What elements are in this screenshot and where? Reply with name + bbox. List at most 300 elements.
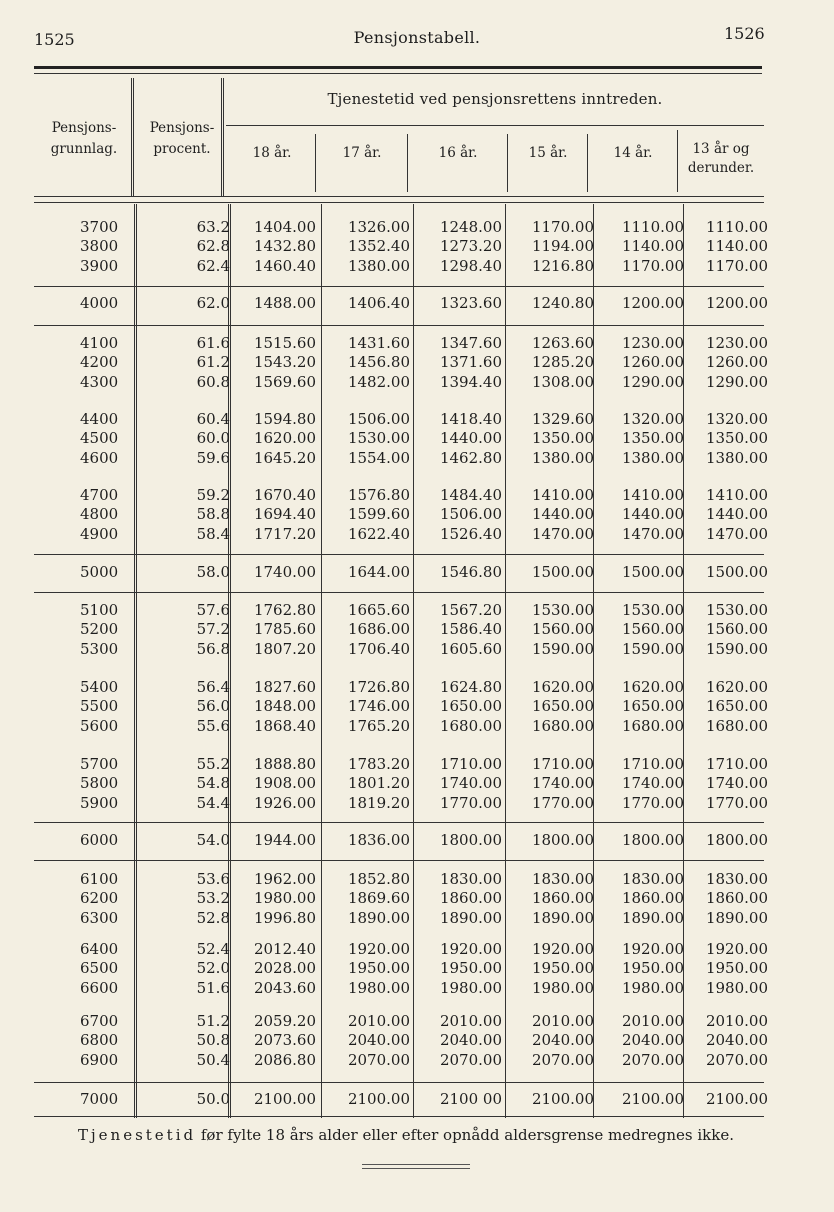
cell-13: 1320.00: [705, 410, 768, 428]
cell-grunnlag: 3700: [80, 218, 119, 236]
procent-header: Pensjons- procent.: [149, 120, 215, 157]
cell-13: 1110.00: [705, 218, 768, 236]
cell-18: 1785.60: [253, 620, 316, 639]
cell-15: 1329.60: [531, 410, 594, 428]
cell-16: 1484.40: [439, 486, 502, 504]
cell-18: 1717.20: [253, 524, 316, 543]
row-group: [34, 218, 768, 276]
group-rule: [34, 860, 764, 861]
cell-14: 2100.00: [621, 1090, 684, 1108]
cell-17: 1765.20: [347, 716, 410, 735]
table-row: [34, 256, 768, 276]
cell-13: 1950.00: [705, 959, 768, 978]
cell-14: 1830.00: [621, 870, 684, 888]
cell-procent: 50.8: [196, 1031, 230, 1050]
col-divider: [315, 134, 316, 192]
table-row: [34, 940, 768, 959]
cell-16: 1650.00: [439, 697, 502, 716]
cell-18: 1980.00: [253, 889, 316, 908]
year-header: 18 år.: [252, 145, 292, 161]
cell-14: 2010.00: [621, 1012, 684, 1030]
cell-17: 1819.20: [347, 793, 410, 812]
cell-15: 2100.00: [531, 1090, 594, 1108]
cell-13: 2070.00: [705, 1050, 768, 1069]
cell-grunnlag: 5700: [80, 755, 119, 773]
cell-16: 1860.00: [439, 889, 502, 908]
cell-14: 1410.00: [621, 486, 684, 504]
cell-17: 1530.00: [347, 429, 410, 448]
cell-13: 1350.00: [705, 429, 768, 448]
cell-14: 1530.00: [621, 601, 684, 619]
cell-procent: 54.8: [196, 774, 230, 793]
cell-13: 1590.00: [705, 639, 768, 658]
cell-13: 1530.00: [705, 601, 768, 619]
cell-14: 1440.00: [621, 505, 684, 524]
header-rule-2: [34, 202, 764, 203]
cell-13: 1830.00: [705, 870, 768, 888]
cell-procent: 53.2: [196, 889, 230, 908]
cell-14: 1380.00: [621, 448, 684, 467]
table-row: [34, 755, 768, 774]
cell-16: 1347.60: [439, 334, 502, 352]
cell-17: 1622.40: [347, 524, 410, 543]
cell-procent: 58.4: [196, 524, 230, 543]
cell-18: 1569.60: [253, 372, 316, 391]
cell-14: 1860.00: [621, 889, 684, 908]
cell-18: 1620.00: [253, 429, 316, 448]
cell-17: 1920.00: [347, 940, 410, 958]
cell-18: 1996.80: [253, 908, 316, 927]
cell-procent: 61.2: [196, 353, 230, 372]
cell-16: 1462.80: [439, 448, 502, 467]
cell-procent: 56.8: [196, 639, 230, 658]
cell-15: 1240.80: [531, 294, 594, 312]
cell-13: 1770.00: [705, 793, 768, 812]
cell-grunnlag: 4700: [80, 486, 119, 504]
cell-15: 1890.00: [531, 908, 594, 927]
cell-15: 1620.00: [531, 678, 594, 696]
cell-17: 1852.80: [347, 870, 410, 888]
cell-16: 1770.00: [439, 793, 502, 812]
cell-15: 1470.00: [531, 524, 594, 543]
cell-16: 1920.00: [439, 940, 502, 958]
cell-16: 1710.00: [439, 755, 502, 773]
cell-15: 1350.00: [531, 429, 594, 448]
cell-14: 1290.00: [621, 372, 684, 391]
cell-grunnlag: 6100: [80, 870, 119, 888]
table-row: [34, 697, 768, 716]
cell-13: 1410.00: [705, 486, 768, 504]
cell-13: 2100.00: [705, 1090, 768, 1108]
cell-17: 1801.20: [347, 774, 410, 793]
cell-15: 1170.00: [531, 218, 594, 236]
cell-13: 1440.00: [705, 505, 768, 524]
cell-13: 1680.00: [705, 716, 768, 735]
cell-15: 2010.00: [531, 1012, 594, 1030]
cell-15: 1740.00: [531, 774, 594, 793]
row-group: [34, 1090, 768, 1109]
cell-procent: 55.6: [196, 716, 230, 735]
cell-13: 1740.00: [705, 774, 768, 793]
cell-18: 2073.60: [253, 1031, 316, 1050]
cell-16: 2070.00: [439, 1050, 502, 1069]
cell-13: 1620.00: [705, 678, 768, 696]
cell-14: 1620.00: [621, 678, 684, 696]
cell-17: 1406.40: [347, 294, 410, 312]
table-row: [34, 563, 768, 582]
table-row: [34, 793, 768, 813]
cell-procent: 60.8: [196, 372, 230, 391]
col-divider: [221, 78, 224, 196]
top-rule-thin: [34, 73, 762, 74]
cell-grunnlag: 4100: [80, 334, 119, 352]
year-header: 17 år.: [342, 145, 382, 161]
cell-17: 1352.40: [347, 237, 410, 256]
cell-14: 2040.00: [621, 1031, 684, 1050]
cell-17: 1431.60: [347, 334, 410, 352]
cell-18: 1645.20: [253, 448, 316, 467]
cell-15: 2040.00: [531, 1031, 594, 1050]
tjenestetid-header: Tjenestetid ved pensjonsrettens inntreden.: [327, 90, 663, 108]
cell-17: 1644.00: [347, 563, 410, 581]
cell-15: 1530.00: [531, 601, 594, 619]
cell-13: 1230.00: [705, 334, 768, 352]
cell-procent: 61.6: [196, 334, 230, 352]
cell-grunnlag: 4500: [80, 429, 119, 448]
cell-procent: 54.4: [196, 793, 230, 812]
table-row: [34, 870, 768, 889]
cell-18: 1670.40: [253, 486, 316, 504]
cell-13: 1380.00: [705, 448, 768, 467]
cell-grunnlag: 6000: [80, 831, 119, 849]
cell-14: 1980.00: [621, 978, 684, 997]
cell-grunnlag: 6700: [80, 1012, 119, 1030]
cell-18: 2043.60: [253, 978, 316, 997]
cell-18: 2100.00: [253, 1090, 316, 1108]
cell-14: 1950.00: [621, 959, 684, 978]
cell-16: 1546.80: [439, 563, 502, 581]
row-group: [34, 563, 768, 582]
cell-16: 1624.80: [439, 678, 502, 696]
cell-grunnlag: 4000: [80, 294, 119, 312]
cell-16: 1950.00: [439, 959, 502, 978]
row-group: [34, 334, 768, 392]
cell-15: 1710.00: [531, 755, 594, 773]
cell-17: 1836.00: [347, 831, 410, 849]
row-group: [34, 870, 768, 928]
cell-16: 2040.00: [439, 1031, 502, 1050]
cell-grunnlag: 5400: [80, 678, 119, 696]
cell-grunnlag: 6500: [80, 959, 119, 978]
cell-17: 2070.00: [347, 1050, 410, 1069]
cell-procent: 62.4: [196, 256, 230, 275]
cell-17: 1506.00: [347, 410, 410, 428]
left-page-number: 1525: [34, 30, 75, 49]
cell-procent: 58.8: [196, 505, 230, 524]
col-divider: [677, 130, 678, 192]
cell-procent: 56.0: [196, 697, 230, 716]
cell-15: 1560.00: [531, 620, 594, 639]
cell-grunnlag: 7000: [80, 1090, 119, 1108]
table-row: [34, 774, 768, 793]
cell-16: 2100 00: [439, 1090, 502, 1108]
cell-grunnlag: 5800: [80, 774, 119, 793]
cell-17: 1665.60: [347, 601, 410, 619]
cell-13: 1800.00: [705, 831, 768, 849]
cell-14: 1200.00: [621, 294, 684, 312]
table-row: [34, 678, 768, 697]
cell-18: 2028.00: [253, 959, 316, 978]
cell-15: 2070.00: [531, 1050, 594, 1069]
cell-16: 1323.60: [439, 294, 502, 312]
cell-grunnlag: 4400: [80, 410, 119, 428]
cell-17: 1706.40: [347, 639, 410, 658]
cell-grunnlag: 5900: [80, 793, 119, 812]
cell-procent: 60.0: [196, 429, 230, 448]
cell-13: 1890.00: [705, 908, 768, 927]
closing-rule: [362, 1164, 470, 1169]
cell-16: 1586.40: [439, 620, 502, 639]
table-row: [34, 524, 768, 544]
cell-grunnlag: 6400: [80, 940, 119, 958]
cell-procent: 52.8: [196, 908, 230, 927]
cell-grunnlag: 5600: [80, 716, 119, 735]
cell-18: 1926.00: [253, 793, 316, 812]
cell-16: 1740.00: [439, 774, 502, 793]
cell-15: 1285.20: [531, 353, 594, 372]
cell-17: 1783.20: [347, 755, 410, 773]
cell-13: 1200.00: [705, 294, 768, 312]
cell-14: 1230.00: [621, 334, 684, 352]
table-row: [34, 237, 768, 256]
cell-16: 1605.60: [439, 639, 502, 658]
cell-procent: 51.6: [196, 978, 230, 997]
cell-15: 1263.60: [531, 334, 594, 352]
table-row: [34, 294, 768, 313]
cell-18: 1848.00: [253, 697, 316, 716]
cell-16: 1680.00: [439, 716, 502, 735]
cell-18: 1432.80: [253, 237, 316, 256]
grunnlag-header: Pensjons- grunnlag.: [50, 120, 118, 157]
cell-13: 2010.00: [705, 1012, 768, 1030]
cell-procent: 57.6: [196, 601, 230, 619]
cell-15: 1216.80: [531, 256, 594, 275]
cell-16: 1273.20: [439, 237, 502, 256]
running-title: Pensjonstabell.: [353, 28, 481, 47]
table-row: [34, 1050, 768, 1070]
row-group: [34, 601, 768, 659]
row-group: [34, 486, 768, 544]
cell-14: 2070.00: [621, 1050, 684, 1069]
col-divider: [587, 134, 588, 192]
cell-grunnlag: 6800: [80, 1031, 119, 1050]
cell-grunnlag: 6300: [80, 908, 119, 927]
cell-15: 1500.00: [531, 563, 594, 581]
cell-13: 1470.00: [705, 524, 768, 543]
cell-procent: 52.4: [196, 940, 230, 958]
group-rule: [34, 554, 764, 555]
cell-18: 1827.60: [253, 678, 316, 696]
cell-15: 1860.00: [531, 889, 594, 908]
cell-14: 1320.00: [621, 410, 684, 428]
cell-15: 1770.00: [531, 793, 594, 812]
cell-18: 2012.40: [253, 940, 316, 958]
cell-procent: 63.2: [196, 218, 230, 236]
cell-14: 1350.00: [621, 429, 684, 448]
cell-13: 1290.00: [705, 372, 768, 391]
table-row: [34, 889, 768, 908]
cell-16: 1980.00: [439, 978, 502, 997]
cell-15: 1920.00: [531, 940, 594, 958]
table-row: [34, 620, 768, 639]
group-rule: [34, 325, 764, 326]
cell-procent: 50.4: [196, 1050, 230, 1069]
row-group: [34, 831, 768, 850]
bottom-rule: [34, 1116, 764, 1117]
cell-18: 1807.20: [253, 639, 316, 658]
cell-15: 1650.00: [531, 697, 594, 716]
cell-14: 1890.00: [621, 908, 684, 927]
cell-15: 1380.00: [531, 448, 594, 467]
cell-procent: 58.0: [196, 563, 230, 581]
cell-18: 1962.00: [253, 870, 316, 888]
cell-15: 1830.00: [531, 870, 594, 888]
row-group: [34, 1012, 768, 1070]
cell-grunnlag: 4200: [80, 353, 119, 372]
cell-16: 1526.40: [439, 524, 502, 543]
cell-13: 2040.00: [705, 1031, 768, 1050]
cell-14: 1590.00: [621, 639, 684, 658]
cell-grunnlag: 4800: [80, 505, 119, 524]
cell-procent: 51.2: [196, 1012, 230, 1030]
cell-procent: 55.2: [196, 755, 230, 773]
cell-grunnlag: 4900: [80, 524, 119, 543]
cell-grunnlag: 6200: [80, 889, 119, 908]
right-page-number: 1526: [724, 24, 765, 43]
cell-procent: 50.0: [196, 1090, 230, 1108]
cell-grunnlag: 5500: [80, 697, 119, 716]
group-rule: [34, 1082, 764, 1083]
cell-14: 1770.00: [621, 793, 684, 812]
table-row: [34, 372, 768, 392]
cell-17: 1482.00: [347, 372, 410, 391]
cell-15: 1950.00: [531, 959, 594, 978]
table-row: [34, 353, 768, 372]
footnote: [78, 1126, 734, 1144]
cell-14: 1800.00: [621, 831, 684, 849]
cell-17: 1746.00: [347, 697, 410, 716]
cell-13: 1860.00: [705, 889, 768, 908]
cell-16: 1394.40: [439, 372, 502, 391]
cell-13: 1260.00: [705, 353, 768, 372]
cell-18: 2086.80: [253, 1050, 316, 1069]
cell-procent: 62.0: [196, 294, 230, 312]
cell-17: 1869.60: [347, 889, 410, 908]
cell-17: 2040.00: [347, 1031, 410, 1050]
table-row: [34, 505, 768, 524]
cell-grunnlag: 4300: [80, 372, 119, 391]
cell-17: 1686.00: [347, 620, 410, 639]
header-rule: [34, 196, 764, 197]
table-row: [34, 448, 768, 468]
cell-16: 1248.00: [439, 218, 502, 236]
table-row: [34, 218, 768, 237]
cell-14: 1710.00: [621, 755, 684, 773]
cell-procent: 57.2: [196, 620, 230, 639]
cell-grunnlag: 5100: [80, 601, 119, 619]
group-rule: [34, 286, 764, 287]
cell-17: 1380.00: [347, 256, 410, 275]
cell-15: 1194.00: [531, 237, 594, 256]
footnote-text: før fylte 18 års alder eller efter opnådd aldersgrense medregnes ikke.: [196, 1126, 734, 1144]
cell-13: 1920.00: [705, 940, 768, 958]
span-header-rule: [226, 125, 764, 126]
table-row: [34, 1031, 768, 1050]
cell-18: 1888.80: [253, 755, 316, 773]
cell-18: 1908.00: [253, 774, 316, 793]
cell-16: 1800.00: [439, 831, 502, 849]
cell-13: 1500.00: [705, 563, 768, 581]
cell-grunnlag: 3800: [80, 237, 119, 256]
table-row: [34, 429, 768, 448]
table-row: [34, 1090, 768, 1109]
cell-14: 1740.00: [621, 774, 684, 793]
cell-grunnlag: 6900: [80, 1050, 119, 1069]
row-group: [34, 678, 768, 736]
cell-18: 1740.00: [253, 563, 316, 581]
cell-14: 1920.00: [621, 940, 684, 958]
cell-16: 1298.40: [439, 256, 502, 275]
cell-14: 1110.00: [621, 218, 684, 236]
cell-15: 1308.00: [531, 372, 594, 391]
cell-17: 1554.00: [347, 448, 410, 467]
cell-14: 1140.00: [621, 237, 684, 256]
cell-15: 1410.00: [531, 486, 594, 504]
cell-16: 1440.00: [439, 429, 502, 448]
cell-17: 1950.00: [347, 959, 410, 978]
table-row: [34, 908, 768, 928]
table-row: [34, 1012, 768, 1031]
cell-18: 1868.40: [253, 716, 316, 735]
cell-16: 1567.20: [439, 601, 502, 619]
cell-grunnlag: 5300: [80, 639, 119, 658]
table-row: [34, 601, 768, 620]
cell-16: 2010.00: [439, 1012, 502, 1030]
cell-18: 1762.80: [253, 601, 316, 619]
cell-17: 2010.00: [347, 1012, 410, 1030]
cell-18: 1543.20: [253, 353, 316, 372]
cell-18: 1694.40: [253, 505, 316, 524]
cell-17: 1980.00: [347, 978, 410, 997]
cell-18: 1944.00: [253, 831, 316, 849]
cell-14: 1500.00: [621, 563, 684, 581]
cell-14: 1260.00: [621, 353, 684, 372]
cell-18: 1488.00: [253, 294, 316, 312]
cell-16: 1418.40: [439, 410, 502, 428]
cell-16: 1830.00: [439, 870, 502, 888]
row-group: [34, 410, 768, 468]
cell-procent: 60.4: [196, 410, 230, 428]
cell-16: 1506.00: [439, 505, 502, 524]
cell-13: 1710.00: [705, 755, 768, 773]
cell-14: 1680.00: [621, 716, 684, 735]
cell-grunnlag: 3900: [80, 256, 119, 275]
cell-18: 1460.40: [253, 256, 316, 275]
cell-15: 1800.00: [531, 831, 594, 849]
cell-15: 1680.00: [531, 716, 594, 735]
cell-16: 1890.00: [439, 908, 502, 927]
year-header-last: 13 år og derunder.: [687, 141, 755, 176]
